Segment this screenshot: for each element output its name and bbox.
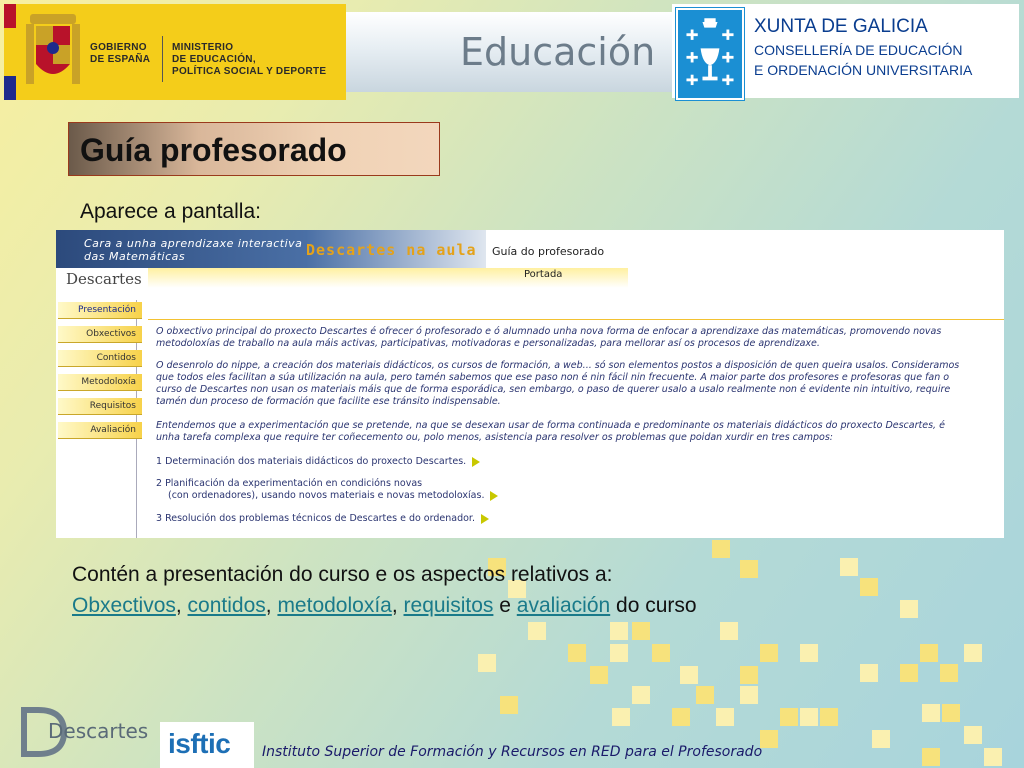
government-banner: [4, 4, 346, 100]
play-arrow-icon[interactable]: [481, 514, 489, 524]
shot-item-1[interactable]: 1 Determinación dos materiais didácticos do proxecto Descartes.: [156, 456, 480, 468]
conjunction: e: [499, 594, 511, 617]
link-avaliacion[interactable]: avaliación: [516, 594, 611, 617]
shot-tagline: Cara a unha aprendizaxe interactiva das Matemáticas: [84, 237, 303, 263]
link-obxectivos[interactable]: Obxectivos: [72, 594, 176, 617]
conselleria-text: CONSELLERÍA DE EDUCACIÓN: [754, 42, 963, 58]
link-metodoloxia[interactable]: metodoloxía: [277, 594, 392, 617]
page-title: Guía profesorado: [80, 132, 347, 168]
footer-institute: Instituto Superior de Formación y Recursos en RED para el Profesorado: [262, 744, 763, 760]
link-requisitos[interactable]: requisitos: [403, 594, 494, 617]
banner-divider: [162, 36, 163, 82]
link-contidos[interactable]: contidos: [187, 594, 266, 617]
spain-coat-of-arms-icon: [22, 10, 84, 94]
shot-paragraph-2: O desenrolo do nippe, a creación dos materiais didácticos, os cursos de formación, a web... só son elementos postos a disposición de quen queira usalos. Consideramos que todos eles facilitan a súa utilización na aula, pero tamén sabemos que ese paso non é nin fácil nin frecuente. A maior parte dos profesores e profesoras que fan o curso de Descartes non usan os materiais máis que de forma esporádica, sen embargo, o paso de querer usalo a usalo realmente non é evidente nin intuitivo, require tamén dun proceso de formación que facilite ese tránsito indispensable.: [156, 360, 960, 407]
ministerio-text: MINISTERIO DE EDUCACIÓN, POLÍTICA SOCIAL Y DEPORTE: [172, 42, 327, 77]
shot-paragraph-3: Entendemos que a experimentación que se pretende, na que se desexan usar de forma continuada e predominante os materiais didácticos do proxecto Descartes, é unha tarefa complexa que require ter coñecemento ou, polo menos, asistencia para resolver os problemas que poidan xurdir en tres campos:: [156, 420, 945, 443]
shot-nav-avaliacion[interactable]: Avaliación: [58, 422, 142, 439]
shot-descartes-logo: Descartes: [66, 270, 142, 288]
spain-flag-stripe: [4, 4, 16, 100]
shot-item-3[interactable]: 3 Resolución dos problemas técnicos de Descartes e do ordenador.: [156, 513, 489, 525]
shot-brand: Descartes na aula: [306, 241, 477, 259]
shot-nav-metodoloxia[interactable]: Metodoloxía: [58, 374, 142, 391]
svg-text:Descartes: Descartes: [48, 719, 149, 743]
play-arrow-icon[interactable]: [490, 491, 498, 501]
shot-nav-contidos[interactable]: Contidos: [58, 350, 142, 367]
shot-nav-requisitos[interactable]: Requisitos: [58, 398, 142, 415]
isftic-logo: isftic: [168, 728, 231, 759]
ordenacion-text: E ORDENACIÓN UNIVERSITARIA: [754, 62, 973, 78]
play-arrow-icon[interactable]: [472, 457, 480, 467]
content-description: Contén a presentación do curso e os aspectos relativos a:: [72, 563, 613, 586]
shot-paragraph-1: O obxectivo principal do proxecto Descartes é ofrecer ó profesorado e ó alumnado unha nova forma de enfocar a aprendizaxe das matemáticas, promovendo novas metodoloxías de traballo na aula máis activas, participativas, motivadoras e personalizadas, para mellorar así os procesos de aprendizaxe.: [156, 326, 942, 349]
shot-portada-label: Portada: [524, 269, 563, 280]
embedded-screenshot: [56, 230, 1004, 538]
educacion-title: Educación: [460, 30, 656, 74]
gobierno-text: GOBIERNO DE ESPAÑA: [90, 42, 151, 65]
shot-guia-label: Guía do profesorado: [492, 245, 605, 258]
topic-links: Obxectivos, contidos, metodoloxía, requisitos e avaliación do curso: [72, 594, 697, 617]
shot-item-2[interactable]: 2 Planificación da experimentación en condicións novas (con ordenadores), usando novos materiais e novas metodoloxías.: [156, 478, 498, 502]
intro-text: Aparece a pantalla:: [80, 200, 261, 223]
xunta-galicia-shield-icon: [676, 8, 744, 100]
descartes-logo-icon: [18, 704, 152, 760]
shot-nav-presentacion[interactable]: Presentación: [58, 302, 142, 319]
shot-rule: [148, 319, 1004, 320]
shot-nav-obxectivos[interactable]: Obxectivos: [58, 326, 142, 343]
xunta-title: XUNTA DE GALICIA: [754, 16, 928, 37]
links-tail: do curso: [616, 594, 697, 617]
